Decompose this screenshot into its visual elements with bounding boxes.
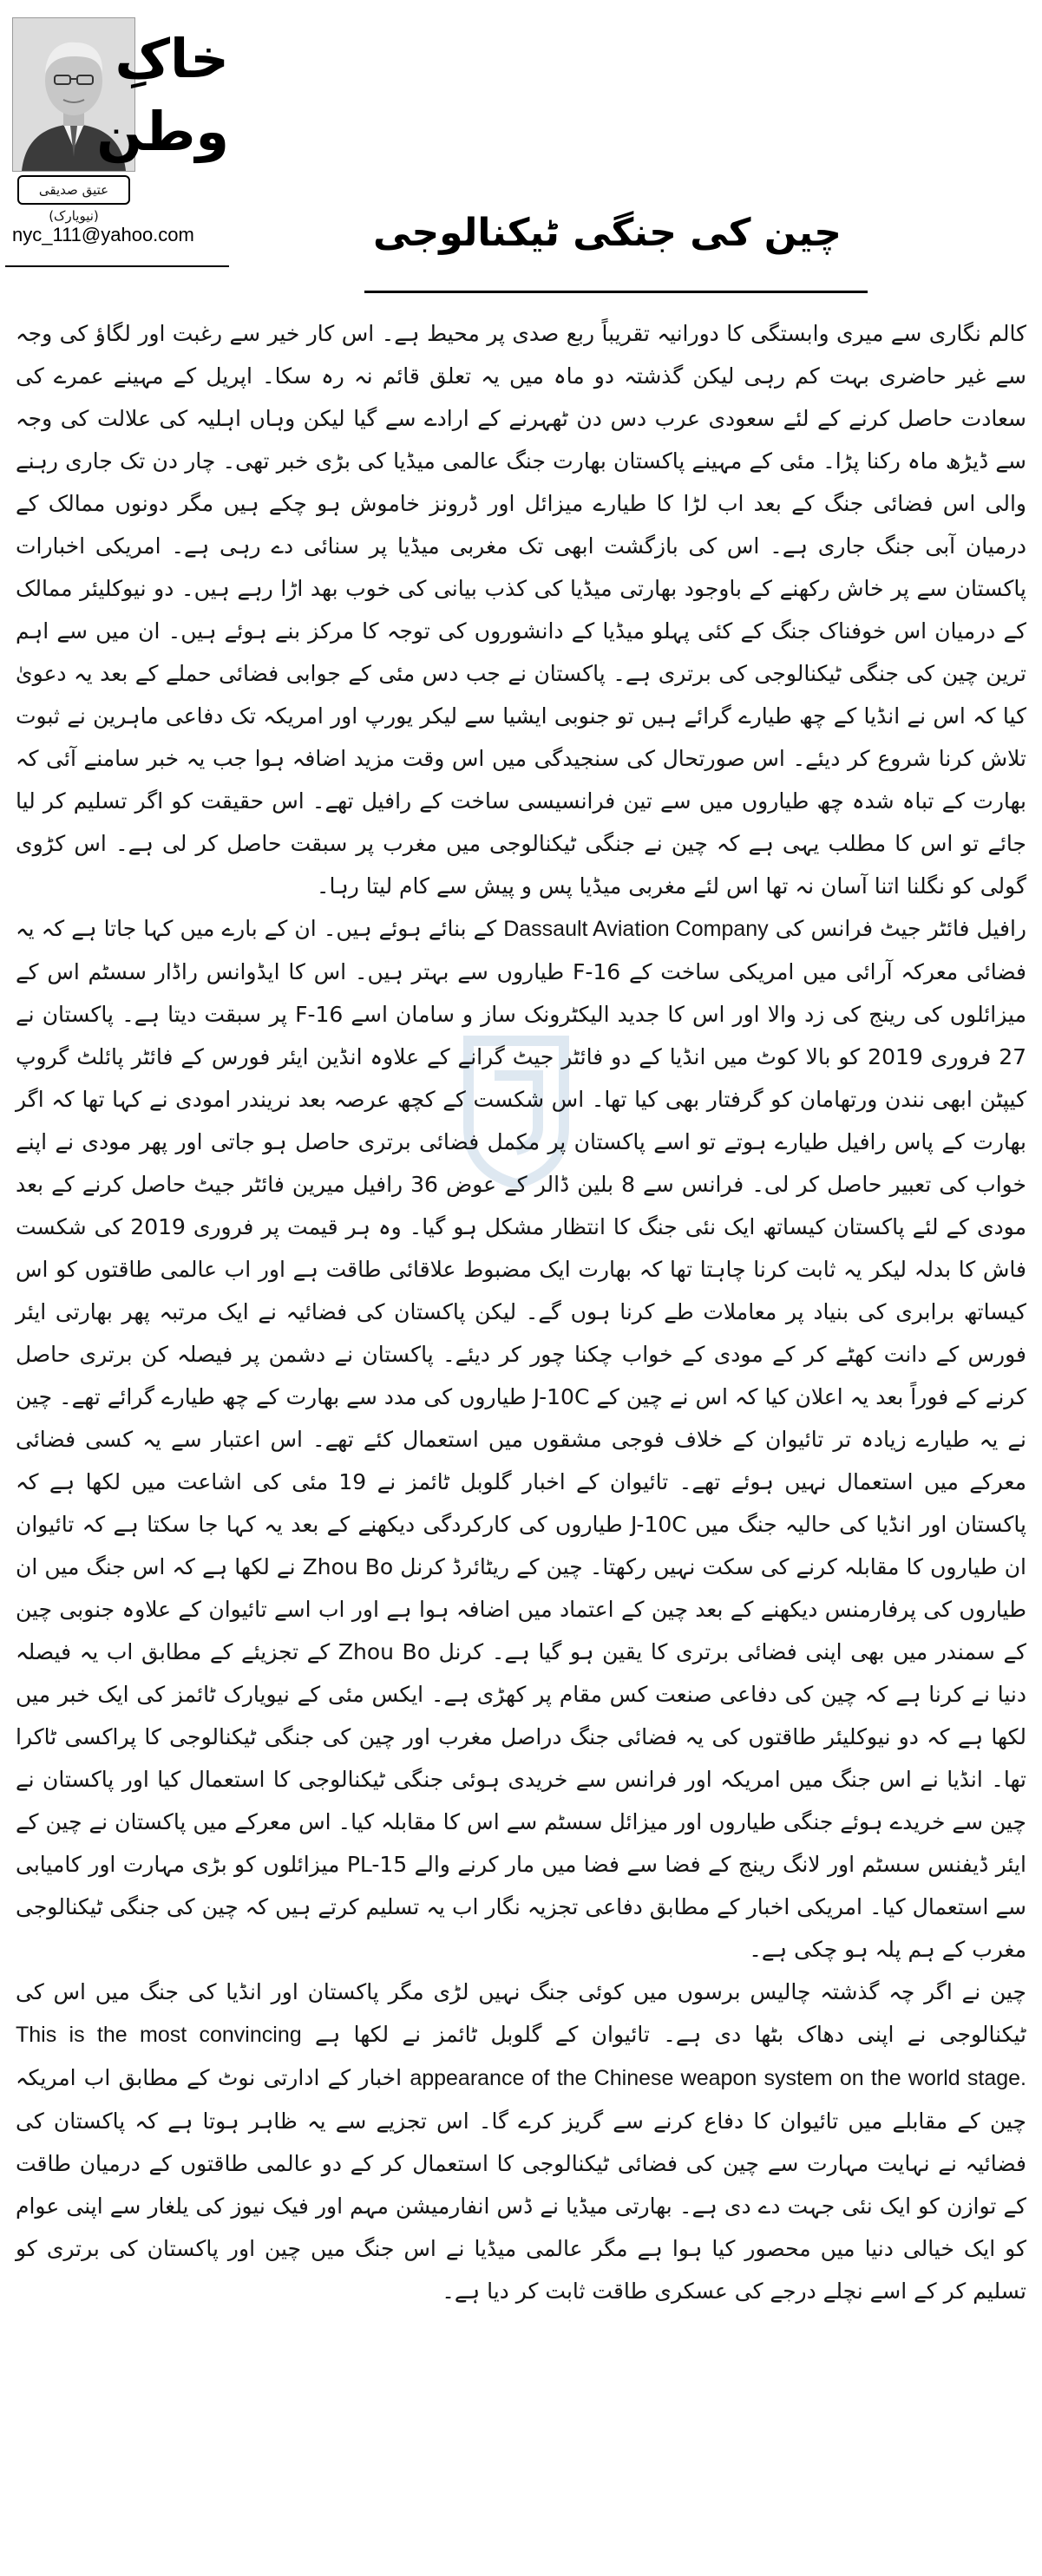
column-name-line-2: وطن bbox=[96, 100, 229, 163]
column-header bbox=[5, 5, 231, 291]
paragraph-3 bbox=[16, 1971, 1026, 2312]
author-email: nyc_111@yahoo.com bbox=[12, 224, 194, 245]
author-caption: عتیق صدیقی (نیویارک) bbox=[17, 175, 130, 205]
paragraph-2-text-before: رافیل فائٹر جیٹ فرانس کی bbox=[775, 916, 1026, 941]
company-name-english: Dassault Aviation Company bbox=[503, 917, 769, 941]
global-times-quote-english: This is the most convincing appearance of the Chinese weapon system on the world stage. bbox=[16, 2023, 1026, 2090]
paragraph-3-text-before: چین نے اگر چہ گذشتہ چالیس برسوں میں کوئی جنگ نہیں لڑی مگر پاکستان اور انڈیا کی جنگ میں اس کی ٹیکنالوجی نے اپنی دھاک بٹھا دی ہے۔ تائیوان کے گلوبل ٹائمز نے لکھا ہے bbox=[16, 1979, 1026, 2047]
article-title: چین کی جنگی ٹیکنالوجی bbox=[373, 211, 842, 256]
column-name bbox=[96, 23, 229, 168]
paragraph-3-text-after: اخبار کے ادارتی نوٹ کے مطابق اب امریکہ چین کے مقابلے میں تائیوان کا دفاع کرنے سے گریز کرے گا۔ اس تجزیے سے یہ ظاہر ہوتا ہے کہ پاکستان کی فضائیہ نے نہایت مہارت سے چین کی فضائی ٹیکنالوجی کا استعمال کر کے دو عالمی طاقتوں کے درمیان طاقت کے توازن کو ایک نئی جہت دے دی ہے۔ بھارتی میڈیا نے ڈس انفارمیشن مہم اور فیک نیوز کی یلغار سے اپنی عوام کو ایک خیالی دنیا میں محصور کیا ہوا ہے مگر عالمی میڈیا نے اس جنگ میں چین اور پاکستان کی برتری کو تسلیم کر کے اسے نچلے درجے کی عسکری طاقت ثابت کر دیا ہے۔ bbox=[16, 2065, 1026, 2304]
article-body bbox=[16, 312, 1026, 2312]
paragraph-2-text-after: کے بنائے ہوئے ہیں۔ ان کے بارے میں کہا جاتا ہے کہ یہ فضائی معرکہ آرائی میں امریکی ساخت کے F-16 طیاروں سے بہتر ہیں۔ اس کا ایڈوانس راڈار سسٹم اس کے میزائلوں کی رینج کی زد والا اور اس کا جدید الیکٹرونک ساز و سامان اسے F-16 پر سبقت دیتا ہے۔ پاکستان نے 27 فروری 2019 کو بالا کوٹ میں انڈیا کے دو فائٹر جیٹ گرانے کے علاوہ انڈین ایئر فورس کے فائٹر پائلٹ گروپ کیپٹن ابھی نندن ورتھامان کو گرفتار بھی کیا تھا۔ اس شکست کے کچھ عرصہ بعد نریندر امودی نے کہا تھا کہ اگر بھارت کے پاس رافیل طیارے ہوتے تو اسے پاکستان پر مکمل فضائی برتری حاصل ہو جاتی اور پھر مودی نے اپنے خواب کی تعبیر حاصل کر لی۔ فرانس سے 8 بلین ڈالر کے عوض 36 رافیل میرین فائٹر جیٹ حاصل کرنے کے بعد مودی کے لئے پاکستان کیساتھ ایک نئی جنگ کا انتظار مشکل ہو گیا۔ وہ ہر قیمت پر فروری 2019 کی شکست فاش کا بدلہ لیکر یہ ثابت کرنا چاہتا تھا کہ بھارت ایک مضبوط علاقائی طاقت ہے اور اب عالمی طاقتوں کو اس کیساتھ برابری کی بنیاد پر معاملات طے کرنا ہوں گے۔ لیکن پاکستان کی فضائیہ نے ایک مرتبہ پھر بھارتی ایئر فورس کے دانت کھٹے کر کے مودی کے خواب چکنا چور کر دیئے۔ پاکستان نے دشمن پر فیصلہ کن برتری حاصل کرنے کے فوراً بعد یہ اعلان کیا کہ اس نے چین کے J-10C طیاروں کی مدد سے بھارت کے چھ طیارے گرائے تھے۔ چین نے یہ طیارے زیادہ تر تائیوان کے خلاف فوجی مشقوں میں استعمال کئے تھے۔ اس اعتبار سے یہ کسی فضائی معرکے میں استعمال نہیں ہوئے تھے۔ تائیوان کے اخبار گلوبل ٹائمز نے 19 مئی کی اشاعت میں لکھا ہے کہ پاکستان اور انڈیا کی حالیہ جنگ میں J-10C طیاروں کی کارکردگی دیکھنے کے بعد یہ کہا جا سکتا ہے کہ تائیوان ان طیاروں کا مقابلہ کرنے کی سکت نہیں رکھتا۔ چین کے ریٹائرڈ کرنل Zhou Bo نے لکھا ہے کہ اس جنگ میں ان طیاروں کی پرفارمنس دیکھنے کے بعد چین کے اعتماد میں اضافہ ہوا ہے اور اب اسے تائیوان کے علاوہ جنوبی چین کے سمندر میں بھی اپنی فضائی برتری کا یقین ہو گیا ہے۔ کرنل Zhou Bo کے تجزیئے کے مطابق اب یہ فیصلہ دنیا نے کرنا ہے کہ چین کی دفاعی صنعت کس مقام پر کھڑی ہے۔ ایکس مئی کے نیویارک ٹائمز کی ایک خبر میں لکھا ہے کہ دو نیوکلیئر طاقتوں کی یہ فضائی جنگ دراصل مغرب اور چین کی جنگی ٹیکنالوجی کا پراکسی ٹاکرا تھا۔ انڈیا نے اس جنگ میں امریکہ اور فرانس سے خریدی ہوئی جنگی ٹیکنالوجی کا استعمال کیا اور پاکستان نے چین سے خریدے ہوئے جنگی طیاروں اور میزائل سسٹم سے اس کا مقابلہ کیا۔ اس معرکے میں پاکستان نے چین کے ایئر ڈیفنس سسٹم اور لانگ رینج کے فضا سے فضا میں مار کرنے والے PL-15 میزائلوں کو بڑی مہارت اور کامیابی سے استعمال کیا۔ امریکی اخبار کے مطابق دفاعی تجزیہ نگار اب یہ تسلیم کرتے ہیں کہ چین کی جنگی ٹیکنالوجی مغرب کے ہم پلہ ہو چکی ہے۔ bbox=[16, 916, 1027, 1962]
paragraph-1: کالم نگاری سے میری وابستگی کا دورانیہ تقریباً ربع صدی پر محیط ہے۔ اس کار خیر سے رغبت اور لگاؤ کی وجہ سے غیر حاضری بہت کم رہی لیکن گذشتہ دو ماہ میں یہ تعلق قائم نہ رہ سکا۔ اپریل کے مہینے عمرے کی سعادت حاصل کرنے کے لئے سعودی عرب دس دن ٹھہرنے کے ارادے سے گیا لیکن وہاں اہلیہ کی علالت کی وجہ سے ڈیڑھ ماہ رکنا پڑا۔ مئی کے مہینے پاکستان بھارت جنگ عالمی میڈیا کی بڑی خبر تھی۔ چار دن تک جاری رہنے والی اس فضائی جنگ کے بعد اب لڑا کا طیارے میزائل اور ڈرونز خاموش ہو چکے ہیں مگر دونوں ممالک کے درمیان آبی جنگ جاری ہے۔ اس کی بازگشت ابھی تک مغربی میڈیا پر سنائی دے رہی ہے۔ امریکی اخبارات پاکستان سے پر خاش رکھنے کے باوجود بھارتی میڈیا کی کذب بیانی کی خوب بھد اڑا رہے ہیں۔ دو نیوکلیئر ممالک کے درمیان اس خوفناک جنگ کے کئی پہلو میڈیا کے دانشوروں کی توجہ کا مرکز بنے ہوئے ہیں۔ ان میں سے اہم ترین چین کی جنگی ٹیکنالوجی کی برتری ہے۔ پاکستان نے جب دس مئی کے جوابی فضائی حملے کے بعد یہ دعویٰ کیا کہ اس نے انڈیا کے چھ طیارے گرائے ہیں تو جنوبی ایشیا سے لیکر یورپ اور امریکہ تک دفاعی ماہرین نے ثبوت تلاش کرنا شروع کر دیئے۔ اس صورتحال کی سنجیدگی میں اس وقت مزید اضافہ ہوا جب یہ خبر سامنے آئی کہ بھارت کے تباہ شدہ چھ طیاروں میں سے تین فرانسیسی ساخت کے رافیل تھے۔ اس حقیقت کو اگر تسلیم کر لیا جائے تو اس کا مطلب یہی ہے کہ چین نے جنگی ٹیکنالوجی میں مغرب پر سبقت حاصل کر لی ہے۔ اس کڑوی گولی کو نگلنا اتنا آسان نہ تھا اس لئے مغربی میڈیا پس و پیش سے کام لیتا رہا۔ bbox=[16, 321, 1027, 899]
column-name-line-1: خاکِ bbox=[115, 27, 229, 90]
paragraph-2 bbox=[16, 907, 1026, 1971]
header-divider bbox=[5, 265, 229, 267]
title-divider bbox=[364, 291, 868, 293]
